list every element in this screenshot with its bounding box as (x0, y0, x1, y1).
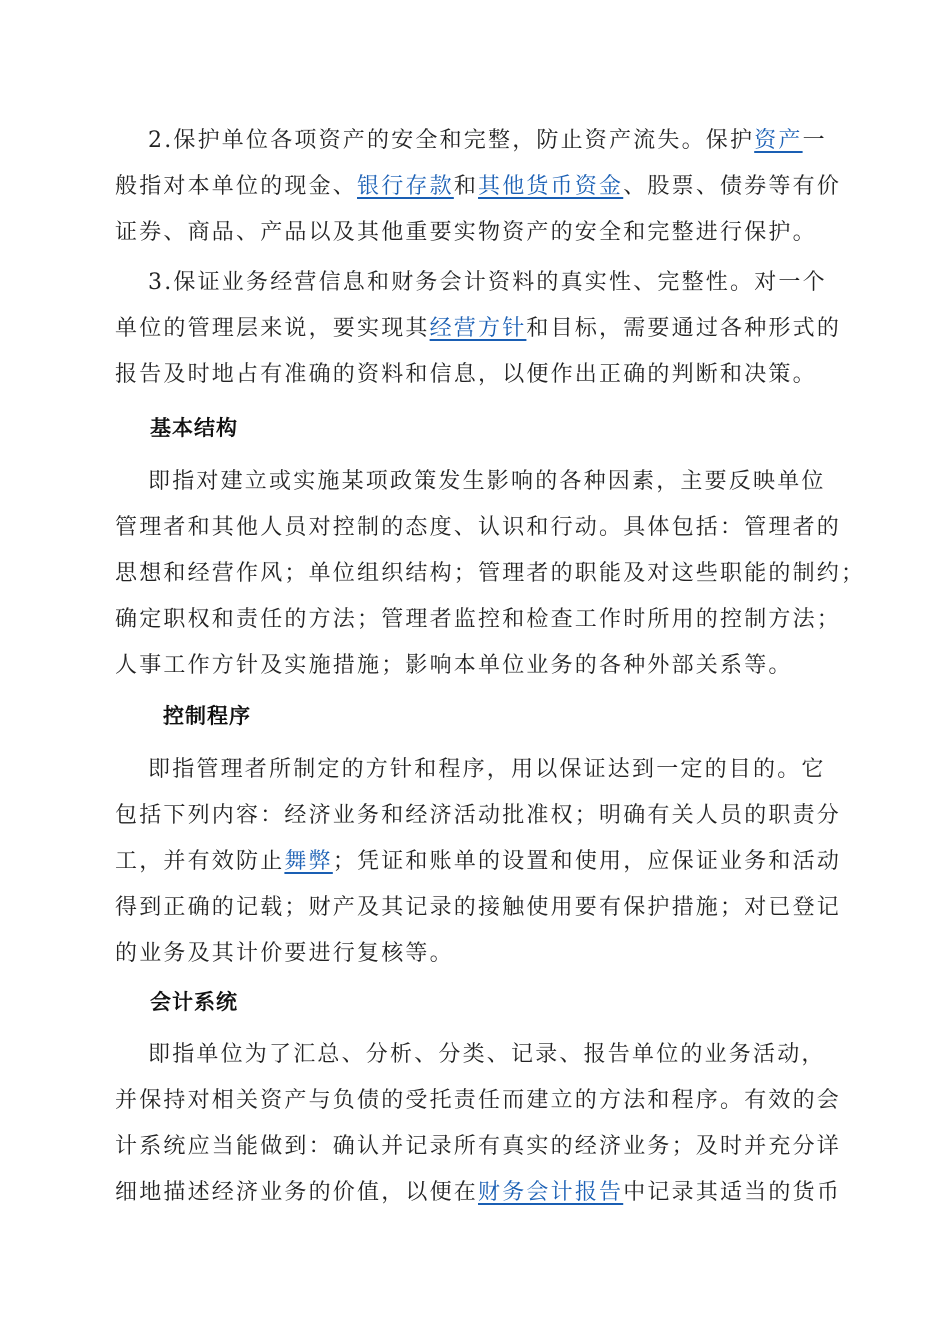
text-line: 3.保证业务经营信息和财务会计资料的真实性、完整性。对一个 (148, 270, 827, 295)
text-segment: 2.保护单位各项资产的安全和完整，防止资产流失。保护 (148, 128, 755, 153)
link-financial-report[interactable]: 财务会计报告 (478, 1180, 624, 1205)
link-fraud[interactable]: 舞弊 (284, 849, 333, 874)
text-line (115, 839, 842, 885)
text-segment: 一 (802, 128, 827, 153)
text-line: 即指单位为了汇总、分析、分类、记录、报告单位的业务活动， (148, 1042, 826, 1067)
link-business-policy[interactable]: 经营方针 (429, 316, 527, 341)
text-line: 的业务及其计价要进行复核等。 (115, 941, 454, 966)
text-line: 证券、商品、产品以及其他重要实物资产的安全和完整进行保护。 (115, 220, 817, 245)
text-line: 人事工作方针及实施措施；影响本单位业务的各种外部关系等。 (115, 653, 793, 678)
text-line: 管理者和其他人员对控制的态度、认识和行动。具体包括：管理者的 (115, 515, 842, 540)
paragraph-info-integrity (115, 260, 842, 398)
text-segment: 和目标，需要通过各种形式的 (526, 316, 842, 341)
heading-basic-structure: 基本结构 (150, 416, 238, 440)
paragraph-accounting-system (115, 1032, 842, 1216)
text-line (115, 1170, 842, 1216)
link-assets[interactable]: 资产 (754, 128, 803, 153)
text-line (115, 164, 842, 210)
heading-accounting-system: 会计系统 (150, 990, 238, 1014)
text-segment: 工，并有效防止 (115, 849, 285, 874)
heading-control-procedure: 控制程序 (163, 704, 251, 728)
text-line: 即指管理者所制定的方针和程序，用以保证达到一定的目的。它 (148, 757, 826, 782)
text-line: 计系统应当能做到：确认并记录所有真实的经济业务；及时并充分详 (115, 1134, 842, 1159)
text-segment: 般指对本单位的现金、 (115, 174, 358, 199)
text-line: 得到正确的记载；财产及其记录的接触使用要有保护措施；对已登记 (115, 895, 842, 920)
text-line: 思想和经营作风；单位组织结构；管理者的职能及对这些职能的制约； (115, 561, 866, 586)
paragraph-control-procedure (115, 747, 842, 977)
text-line: 确定职权和责任的方法；管理者监控和检查工作时所用的控制方法； (115, 607, 842, 632)
link-other-monetary-funds[interactable]: 其他货币资金 (478, 174, 624, 199)
text-line: 即指对建立或实施某项政策发生影响的各种因素，主要反映单位 (148, 469, 826, 494)
text-line (115, 118, 835, 164)
paragraph-basic-structure (115, 459, 866, 689)
text-segment: 和 (453, 174, 479, 199)
text-segment: 细地描述经济业务的价值，以便在 (115, 1180, 479, 1205)
text-line (115, 306, 842, 352)
text-segment: 中记录其适当的货币 (623, 1180, 842, 1205)
text-segment: 、股票、债券等有价 (623, 174, 842, 199)
text-line: 包括下列内容：经济业务和经济活动批准权；明确有关人员的职责分 (115, 803, 842, 828)
text-line: 报告及时地占有准确的资料和信息，以便作出正确的判断和决策。 (115, 362, 817, 387)
paragraph-protect-assets (115, 118, 842, 256)
text-segment: ；凭证和账单的设置和使用，应保证业务和活动 (332, 849, 842, 874)
text-line: 并保持对相关资产与负债的受托责任而建立的方法和程序。有效的会 (115, 1088, 842, 1113)
link-bank-deposits[interactable]: 银行存款 (357, 174, 454, 199)
text-segment: 单位的管理层来说，要实现其 (115, 316, 430, 341)
